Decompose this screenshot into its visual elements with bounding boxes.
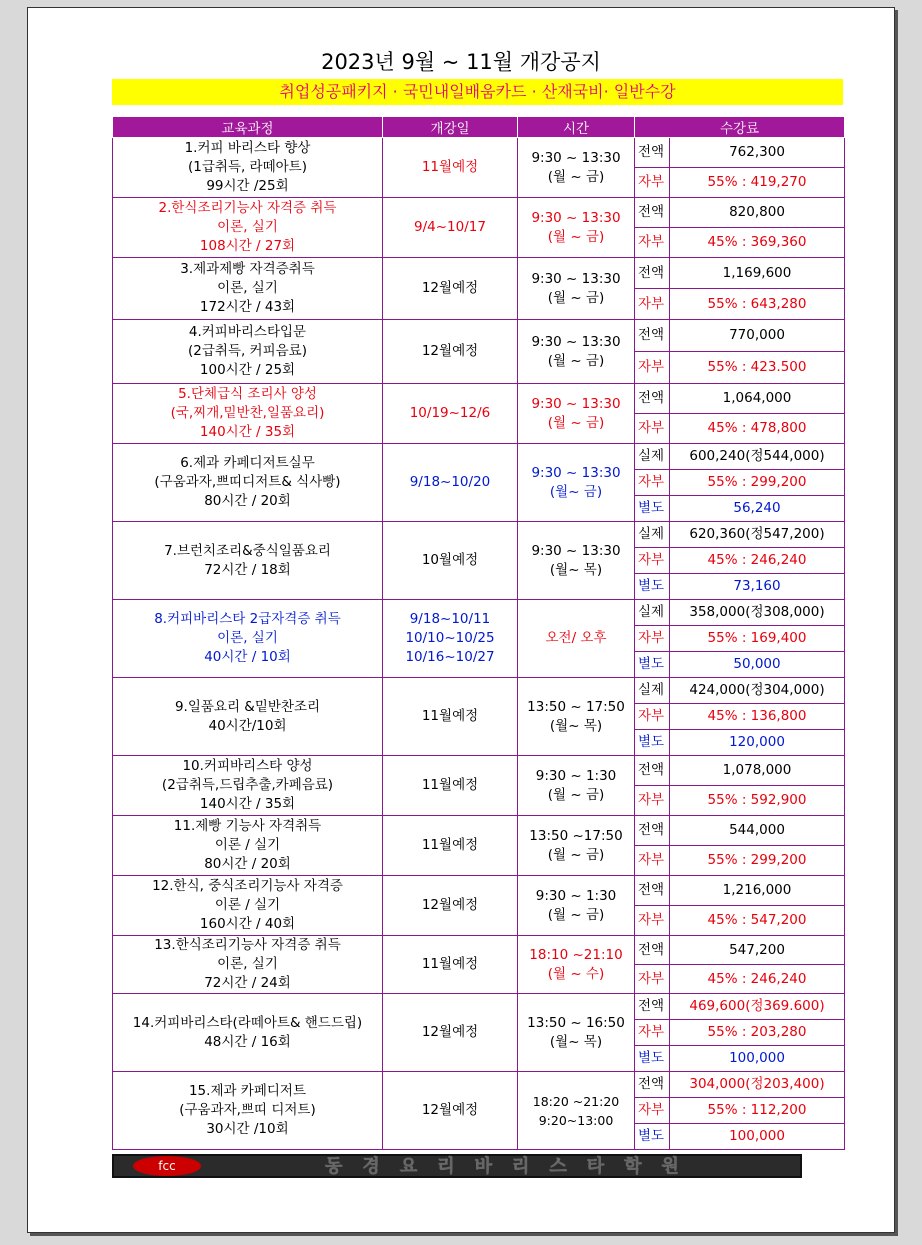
- course-line: 40시간 / 10회: [204, 649, 291, 665]
- time-line: (월 ~ 금): [547, 786, 605, 803]
- start-date-cell: [383, 198, 518, 258]
- course-line: 72시간 / 18회: [204, 561, 291, 578]
- start-date-cell: [383, 600, 518, 678]
- fee-value: 55% : 299,200: [670, 846, 845, 876]
- time-cell: [518, 384, 635, 444]
- logo-badge-text: fcc: [158, 1159, 176, 1173]
- course-name-cell: [113, 678, 383, 756]
- fee-value: 620,360(정547,200): [670, 522, 845, 548]
- course-line: 이론 / 실기: [214, 837, 281, 853]
- start-date: 10/19~12/6: [409, 405, 491, 421]
- time-line: 9:30 ~ 13:30: [531, 270, 621, 287]
- start-date: 9/18~10/11: [409, 611, 491, 627]
- fee-value: 544,000: [670, 816, 845, 846]
- course-line: 9.일품요리 &밑반찬조리: [174, 698, 321, 715]
- fee-value: 45% : 478,800: [670, 414, 845, 444]
- fee-label: 실제: [635, 600, 670, 626]
- start-date: 11월예정: [421, 777, 479, 793]
- course-line: 2.한식조리기능사 자격증 취득: [158, 200, 337, 216]
- course-line: 160시간 / 40회: [199, 916, 296, 932]
- header-time: 시간: [518, 117, 635, 138]
- course-line: 108시간 / 27회: [199, 238, 296, 254]
- fee-value: 600,240(정544,000): [670, 444, 845, 470]
- fee-value: 55% : 643,280: [670, 289, 845, 320]
- start-date: 10월예정: [421, 552, 479, 568]
- start-date: 11월예정: [421, 159, 479, 175]
- course-line: 10.커피바리스타 양성: [182, 758, 313, 774]
- fee-label: 전액: [635, 138, 670, 168]
- course-line: 80시간 / 20회: [204, 493, 291, 509]
- course-line: 7.브런치조리&중식일품요리: [164, 542, 331, 559]
- fee-label: 자부: [635, 470, 670, 496]
- course-line: 14.커피바리스타(라떼아트& 핸드드립): [132, 1014, 363, 1031]
- start-date: 12월예정: [421, 1024, 479, 1040]
- time-cell: [518, 1072, 635, 1150]
- time-cell: [518, 198, 635, 258]
- time-cell: [518, 522, 635, 600]
- time-line: 18:10 ~21:10: [529, 946, 623, 963]
- course-line: 15.제과 카페디저트: [188, 1083, 307, 1099]
- fee-value: 1,064,000: [670, 384, 845, 414]
- fee-label: 자부: [635, 289, 670, 320]
- fee-value: 120,000: [670, 730, 845, 756]
- time-line: 오전/ 오후: [545, 630, 607, 646]
- time-line: 13:50 ~ 16:50: [527, 1014, 625, 1031]
- course-line: 1.커피 바리스타 향상: [184, 140, 311, 156]
- start-date-cell: [383, 876, 518, 936]
- fee-label: 자부: [635, 846, 670, 876]
- fee-value: 547,200: [670, 936, 845, 965]
- fee-value: 762,300: [670, 138, 845, 168]
- time-line: 9:30 ~ 13:30: [531, 149, 621, 166]
- time-line: 9:30 ~ 13:30: [531, 333, 621, 350]
- table-row: [113, 1072, 845, 1098]
- fee-value: 100,000: [670, 1046, 845, 1072]
- fee-label: 자부: [635, 228, 670, 258]
- course-line: 이론, 실기: [217, 280, 278, 296]
- fee-value: 1,078,000: [670, 756, 845, 786]
- header-fee: 수강료: [635, 117, 845, 138]
- fee-label: 전액: [635, 258, 670, 289]
- header-course: 교육과정: [113, 117, 383, 138]
- start-date-cell: [383, 384, 518, 444]
- course-line: 5.단체급식 조리사 양성: [178, 386, 317, 402]
- time-cell: [518, 936, 635, 994]
- fee-value: 45% : 246,240: [670, 548, 845, 574]
- course-line: 이론 / 실기: [214, 897, 281, 913]
- time-line: 18:20 ~21:20: [532, 1093, 620, 1109]
- fee-label: 전액: [635, 384, 670, 414]
- course-line: 이론, 실기: [217, 630, 278, 646]
- course-name-cell: [113, 876, 383, 936]
- table-row: [113, 876, 845, 906]
- course-name-cell: [113, 600, 383, 678]
- time-line: (월 ~ 금): [547, 906, 605, 923]
- fee-value: 56,240: [670, 496, 845, 522]
- time-cell: [518, 258, 635, 320]
- time-line: (월 ~ 수): [547, 965, 605, 982]
- course-line: 172시간 / 43회: [199, 299, 296, 315]
- table-row: [113, 320, 845, 352]
- start-date-cell: [383, 522, 518, 600]
- course-line: 140시간 / 35회: [199, 424, 296, 440]
- course-line: (구움과자,쁘띠디저트& 식사빵): [154, 474, 341, 490]
- course-name-cell: [113, 198, 383, 258]
- fee-value: 820,800: [670, 198, 845, 228]
- fee-label: 실제: [635, 444, 670, 470]
- fee-value: 55% : 592,900: [670, 786, 845, 816]
- course-line: 140시간 / 35회: [199, 796, 296, 812]
- time-cell: [518, 600, 635, 678]
- fee-value: 55% : 299,200: [670, 470, 845, 496]
- time-line: 9:30 ~ 13:30: [531, 464, 621, 481]
- fee-value: 55% : 169,400: [670, 626, 845, 652]
- course-line: 6.제과 카페디저트실무: [180, 455, 315, 471]
- course-line: (2급취득, 커피음료): [188, 343, 307, 359]
- fee-value: 469,600(정369.600): [670, 994, 845, 1020]
- fee-label: 자부: [635, 168, 670, 198]
- academy-logo: [112, 1154, 802, 1178]
- course-schedule-table: [112, 116, 845, 1150]
- table-row: [113, 994, 845, 1020]
- course-line: 99시간 /25회: [206, 178, 289, 194]
- time-line: (월~ 목): [549, 717, 603, 734]
- time-cell: [518, 876, 635, 936]
- start-date-cell: [383, 678, 518, 756]
- fee-label: 전액: [635, 756, 670, 786]
- time-cell: [518, 678, 635, 756]
- time-line: (월 ~ 금): [547, 414, 605, 431]
- start-date: 10/16~10/27: [405, 649, 495, 665]
- time-line: 13:50 ~17:50: [529, 827, 623, 844]
- course-line: 72시간 / 24회: [204, 975, 291, 991]
- start-date-cell: [383, 258, 518, 320]
- course-line: 11.제빵 기능사 자격취득: [173, 818, 322, 834]
- table-row: [113, 258, 845, 289]
- course-name-cell: [113, 384, 383, 444]
- fee-value: 45% : 547,200: [670, 906, 845, 936]
- fee-label: 자부: [635, 965, 670, 994]
- course-line: 8.커피바리스타 2급자격증 취득: [154, 611, 341, 627]
- table-row: [113, 936, 845, 965]
- fee-value: 1,216,000: [670, 876, 845, 906]
- course-line: 48시간 / 16회: [204, 1033, 291, 1050]
- start-date-cell: [383, 138, 518, 198]
- course-line: (2급취득,드립추출,카페음료): [161, 777, 334, 793]
- fee-value: 55% : 112,200: [670, 1098, 845, 1124]
- fee-value: 55% : 423.500: [670, 352, 845, 384]
- time-line: 9:30 ~ 13:30: [531, 209, 621, 226]
- fee-label: 전액: [635, 876, 670, 906]
- course-line: 이론, 실기: [217, 956, 278, 972]
- course-line: 12.한식, 중식조리기능사 자격증: [152, 878, 343, 894]
- fee-value: 304,000(정203,400): [670, 1072, 845, 1098]
- fee-label: 별도: [635, 1046, 670, 1072]
- program-banner: 취업성공패키지 · 국민내일배움카드 · 산재국비· 일반수강: [112, 79, 843, 105]
- course-line: 3.제과제빵 자격증취득: [180, 261, 315, 277]
- course-line: 30시간 /10회: [206, 1121, 289, 1137]
- start-date-cell: [383, 320, 518, 384]
- fee-label: 자부: [635, 1020, 670, 1046]
- time-line: (월~ 목): [549, 1033, 603, 1050]
- table-header-row: [113, 117, 845, 138]
- start-date: 12월예정: [421, 343, 479, 359]
- start-date: 11월예정: [421, 956, 479, 972]
- course-name-cell: [113, 1072, 383, 1150]
- course-line: 이론, 실기: [217, 219, 278, 235]
- fee-value: 358,000(정308,000): [670, 600, 845, 626]
- course-line: 13.한식조리기능사 자격증 취득: [154, 937, 341, 953]
- table-row: [113, 444, 845, 470]
- fee-label: 전액: [635, 994, 670, 1020]
- start-date: 10/10~10/25: [405, 630, 495, 646]
- table-row: [113, 678, 845, 704]
- course-name-cell: [113, 320, 383, 384]
- course-name-cell: [113, 816, 383, 876]
- fee-label: 자부: [635, 414, 670, 444]
- table-row: [113, 600, 845, 626]
- time-line: 9:20~13:00: [538, 1112, 614, 1128]
- fee-label: 별도: [635, 652, 670, 678]
- start-date-cell: [383, 816, 518, 876]
- page-title: 2023년 9월 ~ 11월 개강공지: [321, 50, 601, 74]
- time-line: (월 ~ 금): [547, 228, 605, 245]
- course-line: 80시간 / 20회: [204, 856, 291, 872]
- fee-label: 자부: [635, 548, 670, 574]
- start-date: 9/4~10/17: [414, 219, 486, 235]
- fee-label: 실제: [635, 522, 670, 548]
- course-line: 40시간/10회: [208, 717, 287, 734]
- course-name-cell: [113, 756, 383, 816]
- start-date: 12월예정: [421, 897, 479, 913]
- fee-label: 자부: [635, 906, 670, 936]
- course-name-cell: [113, 994, 383, 1072]
- table-row: [113, 756, 845, 786]
- fee-value: 55% : 203,280: [670, 1020, 845, 1046]
- fee-value: 770,000: [670, 320, 845, 352]
- course-name-cell: [113, 138, 383, 198]
- fee-value: 45% : 136,800: [670, 704, 845, 730]
- fee-label: 실제: [635, 678, 670, 704]
- fee-value: 100,000: [670, 1124, 845, 1150]
- course-line: (국,찌개,밑반찬,일품요리): [170, 405, 325, 421]
- time-line: 9:30 ~ 13:30: [531, 542, 621, 559]
- time-line: (월 ~ 금): [547, 352, 605, 369]
- start-date-cell: [383, 444, 518, 522]
- fee-value: 50,000: [670, 652, 845, 678]
- fee-value: 73,160: [670, 574, 845, 600]
- fee-value: 55% : 419,270: [670, 168, 845, 198]
- start-date: 12월예정: [421, 1102, 479, 1118]
- course-line: 100시간 / 25회: [199, 362, 296, 378]
- course-line: (구움과자,쁘띠 디저트): [179, 1102, 316, 1118]
- time-line: 9:30 ~ 1:30: [535, 887, 617, 904]
- time-cell: [518, 756, 635, 816]
- table-row: [113, 384, 845, 414]
- time-cell: [518, 444, 635, 522]
- fee-label: 자부: [635, 704, 670, 730]
- start-date: 11월예정: [421, 708, 479, 724]
- course-name-cell: [113, 258, 383, 320]
- course-line: (1급취득, 라떼아트): [188, 159, 307, 175]
- time-line: 9:30 ~ 1:30: [535, 767, 617, 784]
- logo-text: 동경요리바리스타학원: [325, 1156, 699, 1177]
- time-line: (월 ~ 금): [547, 168, 605, 185]
- time-cell: [518, 320, 635, 384]
- fee-label: 자부: [635, 352, 670, 384]
- fee-label: 별도: [635, 496, 670, 522]
- start-date: 9/18~10/20: [409, 474, 491, 490]
- start-date-cell: [383, 756, 518, 816]
- start-date-cell: [383, 936, 518, 994]
- fee-value: 1,169,600: [670, 258, 845, 289]
- time-line: 13:50 ~ 17:50: [527, 698, 625, 715]
- course-name-cell: [113, 936, 383, 994]
- table-row: [113, 522, 845, 548]
- fee-label: 자부: [635, 1098, 670, 1124]
- course-name-cell: [113, 522, 383, 600]
- fee-label: 별도: [635, 574, 670, 600]
- fee-value: 45% : 369,360: [670, 228, 845, 258]
- fee-label: 자부: [635, 626, 670, 652]
- fee-label: 전액: [635, 320, 670, 352]
- fee-value: 424,000(정304,000): [670, 678, 845, 704]
- time-line: 9:30 ~ 13:30: [531, 395, 621, 412]
- time-line: (월~ 목): [549, 561, 603, 578]
- time-line: (월 ~ 금): [547, 846, 605, 863]
- time-cell: [518, 138, 635, 198]
- fee-value: 45% : 246,240: [670, 965, 845, 994]
- course-name-cell: [113, 444, 383, 522]
- course-line: 4.커피바리스타입문: [188, 324, 307, 340]
- table-row: [113, 816, 845, 846]
- start-date-cell: [383, 994, 518, 1072]
- table-row: [113, 138, 845, 168]
- table-body: [113, 138, 845, 1150]
- fee-label: 별도: [635, 1124, 670, 1150]
- fee-label: 전액: [635, 198, 670, 228]
- fee-label: 전액: [635, 816, 670, 846]
- fee-label: 전액: [635, 936, 670, 965]
- start-date: 12월예정: [421, 280, 479, 296]
- start-date-cell: [383, 1072, 518, 1150]
- table-row: [113, 198, 845, 228]
- fee-label: 별도: [635, 730, 670, 756]
- time-cell: [518, 994, 635, 1072]
- time-cell: [518, 816, 635, 876]
- fee-label: 자부: [635, 786, 670, 816]
- notice-page: [27, 7, 895, 1233]
- header-start-date: 개강일: [383, 117, 518, 138]
- start-date: 11월예정: [421, 837, 479, 853]
- time-line: (월~ 금): [549, 483, 603, 500]
- fee-label: 전액: [635, 1072, 670, 1098]
- time-line: (월 ~ 금): [547, 289, 605, 306]
